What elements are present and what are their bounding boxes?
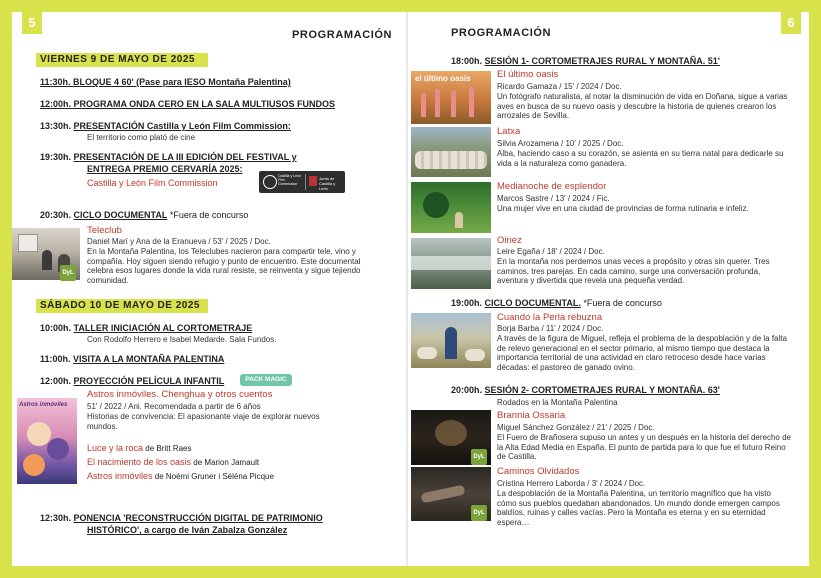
poster-title: Astros inmóviles bbox=[19, 402, 68, 408]
person-shape bbox=[455, 212, 463, 228]
session-2-subtitle: Rodados en la Montaña Palentina bbox=[497, 398, 618, 407]
event-sat-1230-line2 bbox=[87, 525, 287, 536]
flamingo-shape bbox=[421, 93, 426, 117]
still-latxa bbox=[411, 127, 491, 177]
session-2-time: 20:00h. bbox=[451, 385, 483, 395]
event-1330-time: 13:30h. bbox=[40, 121, 72, 131]
day-heading-friday: VIERNES 9 DE MAYO DE 2025 bbox=[36, 53, 208, 67]
film-credit-latxa: Silvia Arozamena / 10' / 2025 / Doc. bbox=[497, 139, 624, 148]
event-sat-1100-title: VISITA A LA MONTAÑA PALENTINA bbox=[73, 354, 225, 364]
film-desc-teleclub: En la Montaña Palentina, los Teleclubes nacieron para compartir tele, vino y compañía. Hoy siguen siendo refugio y punto de encuentro. Este documental celebra esos lugares donde la vida rural resiste, se reinventa y sigue tejiendo comunidad. bbox=[87, 247, 361, 285]
film-credit-cuando-la-perla: Borja Barba / 11' / 2024 / Doc. bbox=[497, 324, 604, 333]
fog-shape bbox=[411, 256, 491, 270]
event-sat-1230 bbox=[40, 513, 323, 524]
ciclo-documental-title: CICLO DOCUMENTAL. bbox=[484, 298, 581, 308]
event-2030 bbox=[40, 210, 248, 221]
logo-divider bbox=[305, 174, 306, 190]
person-shape bbox=[445, 327, 457, 359]
film-title-brannia: Brannia Ossaria bbox=[497, 410, 566, 421]
event-1330 bbox=[40, 121, 291, 132]
short-luce bbox=[87, 443, 192, 454]
event-sat-1200-title: PROYECCIÓN PELÍCULA INFANTIL bbox=[73, 376, 225, 386]
still-oinez bbox=[411, 238, 491, 289]
event-sat-1230-title-1: PONENCIA 'RECONSTRUCCIÓN DIGITAL DE PATRIMONIO bbox=[73, 513, 323, 523]
flamingo-shape bbox=[451, 91, 456, 117]
astros-poster bbox=[17, 398, 77, 484]
event-sat-1000-subtitle: Con Rodolfo Herrero e Isabel Medarde. Sala Fundos. bbox=[87, 335, 277, 344]
character-shape bbox=[23, 454, 45, 476]
person-shape bbox=[42, 250, 52, 270]
event-sat-1230-time: 12:30h. bbox=[40, 513, 72, 523]
short-oasis-title: El nacimiento de los oasis bbox=[87, 457, 192, 467]
film-title-caminos: Caminos Olvidados bbox=[497, 466, 580, 477]
ciclo-documental-note: *Fuera de concurso bbox=[583, 298, 662, 308]
film-desc-astros: Historias de convivencia: El apasionante viaje de explorar nuevos mundos. bbox=[87, 412, 320, 431]
film-credit-ultimo-oasis: Ricardo Gamaza / 15' / 2024 / Doc. bbox=[497, 82, 622, 91]
session-1-title: SESIÓN 1- CORTOMETRAJES RURAL Y MONTAÑA. 51' bbox=[484, 56, 720, 66]
session-2-title: SESIÓN 2- CORTOMETRAJES RURAL Y MONTAÑA. 63' bbox=[484, 385, 720, 395]
session-2 bbox=[451, 385, 720, 396]
sheep-shape bbox=[417, 347, 437, 359]
film-desc-latxa: Alba, haciendo caso a su corazón, se asienta en su tierra natal para dedicarle su vida a la naturaleza como ganadera. bbox=[497, 149, 784, 168]
session-1 bbox=[451, 56, 720, 67]
film-desc-medianoche: Una mujer vive en una ciudad de provincias de forma rutinaria e infeliz. bbox=[497, 204, 749, 213]
event-2030-time: 20:30h. bbox=[40, 210, 72, 220]
film-title-teleclub: Teleclub bbox=[87, 225, 122, 236]
dyl-badge-icon: DyL bbox=[471, 505, 487, 521]
film-desc-ultimo-oasis: Un fotógrafo naturalista, al notar la disminución de vida en Doñana, sigue a varias aves en busca de su nuevo oasis y descubre la historia de quienes crearon los arrozales de Sevilla. bbox=[497, 92, 788, 120]
logo-junta-text: Junta de Castilla y León bbox=[319, 176, 336, 191]
event-1930-subtitle: Castilla y León Film Commission bbox=[87, 178, 218, 188]
sponsor-logos bbox=[259, 171, 345, 193]
film-credit-teleclub: Daniel Marí y Ana de la Eranueva / 53' / 2025 / Doc. bbox=[87, 237, 271, 246]
event-sat-1000-title: TALLER INICIACIÓN AL CORTOMETRAJE bbox=[73, 323, 253, 333]
junta-shield-icon bbox=[309, 176, 317, 186]
event-sat-1100-time: 11:00h. bbox=[40, 354, 71, 364]
short-oasis bbox=[87, 457, 259, 468]
ciclo-documental-time: 19:00h. bbox=[451, 298, 483, 308]
event-sat-1200 bbox=[40, 376, 224, 387]
film-credit-caminos: Cristina Herrero Laborda / 3' / 2024 / Doc. bbox=[497, 479, 646, 488]
event-1930 bbox=[40, 152, 297, 163]
event-sat-1100 bbox=[40, 354, 224, 365]
film-title-latxa: Latxa bbox=[497, 126, 521, 137]
film-credit-oinez: Leire Egaña / 18' / 2024 / Doc. bbox=[497, 247, 605, 256]
event-1930-title-1: PRESENTACIÓN DE LA III EDICIÓN DEL FESTIVAL y bbox=[73, 152, 297, 162]
event-1930-line2 bbox=[87, 164, 243, 175]
event-1330-title: PRESENTACIÓN Castilla y León Film Commission: bbox=[73, 121, 291, 131]
page-number-right: 6 bbox=[781, 12, 801, 34]
film-desc-brannia: El Fuero de Brañosera supuso un antes y un después en la historia del derecho de la Alta Edad Media en España. El punto de partida para lo que fue el futuro Reino de Castilla. bbox=[497, 433, 791, 461]
page-spine bbox=[406, 12, 408, 566]
event-sat-1230-title-2: HISTÓRICO', a cargo de Iván Zabalza González bbox=[87, 525, 288, 535]
window-shape bbox=[18, 234, 38, 252]
header-left: PROGRAMACIÓN bbox=[292, 29, 393, 41]
character-shape bbox=[47, 438, 69, 460]
sheep-flock-shape bbox=[415, 151, 487, 169]
film-title-medianoche: Medianoche de esplendor bbox=[497, 181, 607, 192]
dyl-badge-icon: DyL bbox=[60, 265, 76, 281]
film-credit-astros: 51' / 2022 / Ani. Recomendada a partir de 6 años bbox=[87, 402, 261, 411]
session-1-time: 18:00h. bbox=[451, 56, 483, 66]
header-right: PROGRAMACIÓN bbox=[451, 27, 552, 39]
event-sat-1000 bbox=[40, 323, 252, 334]
sheep-shape bbox=[465, 349, 485, 361]
event-1930-title-2: ENTREGA PREMIO CERVARÍA 2025: bbox=[87, 164, 243, 174]
short-luce-title: Luce y la roca bbox=[87, 443, 144, 453]
short-astros-title: Astros inmóviles bbox=[87, 471, 153, 481]
ciclo-documental bbox=[451, 298, 662, 309]
character-face bbox=[27, 422, 51, 446]
short-astros bbox=[87, 471, 274, 482]
candle-glow-shape bbox=[435, 420, 467, 446]
event-sat-1000-time: 10:00h. bbox=[40, 323, 72, 333]
still-medianoche bbox=[411, 182, 491, 233]
film-desc-caminos: La despoblación de la Montaña Palentina, un territorio magnífico que ha visto cómo sus pueblos quedaban abandonados. Un mundo donde emergen campos baldíos, ruinas y calles vacías. Pero la Montaña es eterna y en su eternidad espera… bbox=[497, 489, 780, 527]
film-commission-logo-icon bbox=[263, 175, 277, 189]
logo-film-commission-text: Castilla y León Film Commission bbox=[278, 174, 301, 186]
stone-shape bbox=[420, 485, 465, 504]
film-credit-medianoche: Marcos Sastre / 13' / 2024 / Fic. bbox=[497, 194, 610, 203]
film-title-astros: Astros inmóviles. Chenghua y otros cuentos bbox=[87, 389, 273, 400]
flamingo-shape bbox=[469, 87, 474, 117]
short-astros-director: de Noémi Gruner i Séléna Picque bbox=[152, 472, 274, 481]
event-sat-1200-time: 12:00h. bbox=[40, 376, 72, 386]
still-overlay-title: el último oasis bbox=[415, 74, 471, 83]
day-heading-saturday: SÁBADO 10 DE MAYO DE 2025 bbox=[36, 299, 208, 313]
event-1130 bbox=[40, 77, 291, 88]
still-el-ultimo-oasis bbox=[411, 71, 491, 124]
event-1330-subtitle: El territorio como plató de cine bbox=[87, 133, 196, 142]
still-cuando-la-perla bbox=[411, 313, 491, 368]
short-oasis-director: de Marion Jamault bbox=[191, 458, 260, 467]
film-credit-brannia: Miguel Sánchez González / 21' / 2025 / Doc. bbox=[497, 423, 655, 432]
page-number-left: 5 bbox=[22, 12, 42, 34]
dyl-badge-icon: DyL bbox=[471, 449, 487, 465]
event-1930-time: 19:30h. bbox=[40, 152, 72, 162]
event-2030-note: *Fuera de concurso bbox=[169, 210, 249, 220]
tree-shape bbox=[423, 192, 449, 218]
event-2030-title: CICLO DOCUMENTAL bbox=[73, 210, 168, 220]
pack-magic-logo: PACK MAGIC bbox=[240, 374, 292, 386]
film-title-ultimo-oasis: El último oasis bbox=[497, 69, 559, 80]
event-1130-text: 11:30h. BLOQUE 4 60' (Pase para IESO Montaña Palentina) bbox=[40, 77, 291, 87]
film-desc-oinez: En la montaña nos perdemos unas veces a propósito y otras sin querer. Tres caminos, tres parejas. En cada camino, surge una conversación profunda, aventura y divertida que revela una pequeña verdad. bbox=[497, 257, 770, 285]
film-title-cuando-la-perla: Cuando la Perla rebuzna bbox=[497, 312, 603, 323]
film-desc-cuando-la-perla: A través de la figura de Miguel, refleja el problema de la despoblación y de la falta de relevo generacional en el sector primario, al mismo tiempo que destaca la importancia territorial de una actividad en claro retroceso desde hace varias décadas: el pastoreo de ganado ovino. bbox=[497, 334, 787, 372]
film-title-oinez: Oinez bbox=[497, 235, 522, 246]
short-luce-director: de Britt Raes bbox=[143, 444, 192, 453]
event-1200 bbox=[40, 99, 335, 110]
flamingo-shape bbox=[435, 89, 440, 117]
event-1200-text: 12:00h. PROGRAMA ONDA CERO EN LA SALA MULTIUSOS FUNDOS bbox=[40, 99, 336, 109]
